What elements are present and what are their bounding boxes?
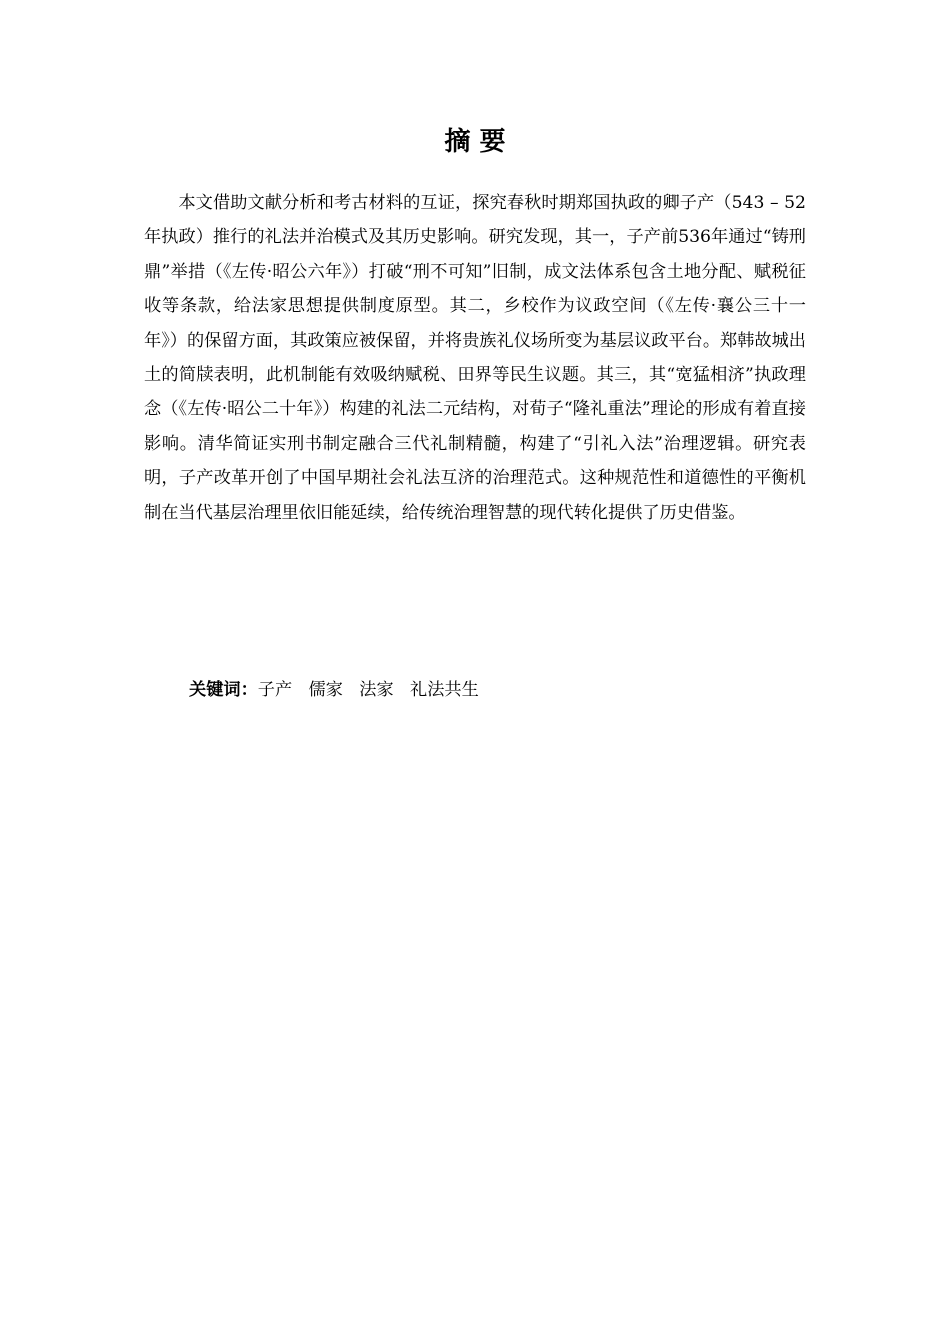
keywords-label: 关键词： [189,680,258,700]
abstract-body: 本文借助文献分析和考古材料的互证，探究春秋时期郑国执政的卿子产（543 – 52年执政）推行的礼法并治模式及其历史影响。研究发现，其一，子产前536年通过“铸刑鼎”举措（《左传·昭公六年》）打破“刑不可知”旧制，成文法体系包含土地分配、赋税征收等条款，给法家思想提供制度原型。其二，乡校作为议政空间（《左传·襄公三十一年》）的保留方面，其政策应被保留，并将贵族礼仪场所变为基层议政平台。郑韩故城出土的简牍表明，此机制能有效吸纳赋税、田界等民生议题。其三，其“宽猛相济”执政理念（《左传·昭公二十年》）构建的礼法二元结构，对荀子“隆礼重法”理论的形成有着直接影响。清华简证实刑书制定融合三代礼制精髓，构建了“引礼入法”治理逻辑。研究表明，子产改革开创了中国早期社会礼法互济的治理范式。这种规范性和道德性的平衡机制在当代基层治理里依旧能延续，给传统治理智慧的现代转化提供了历史借鉴。 [144,193,806,523]
keywords-line [189,674,479,706]
abstract-title: 摘 要 [444,127,506,157]
keywords-list: 子产 儒家 法家 礼法共生 [257,680,479,700]
